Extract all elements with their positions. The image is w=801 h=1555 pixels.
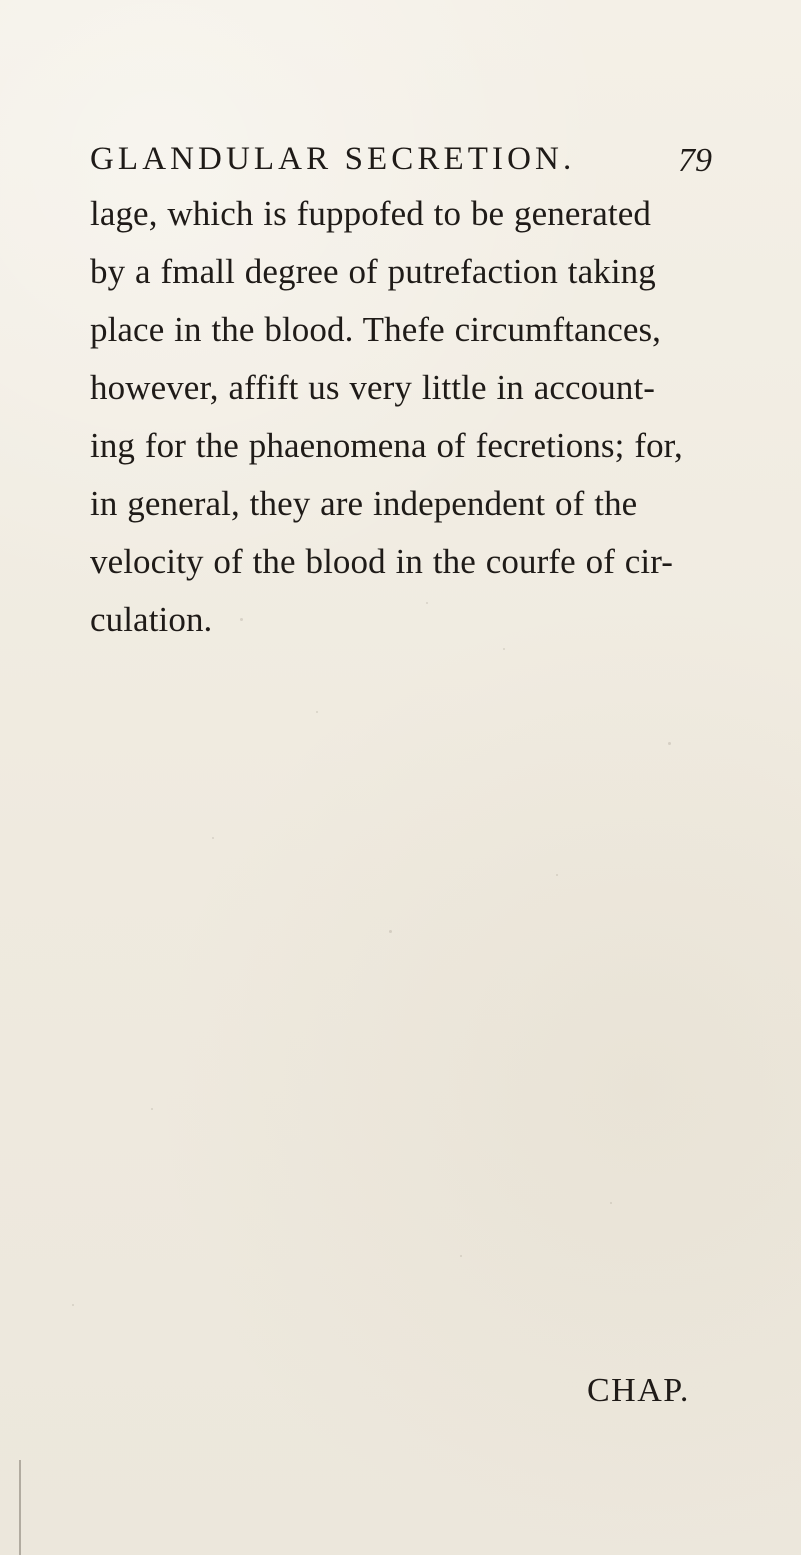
text-line: lage, which is fuppofed to be generated [90, 194, 651, 233]
paper-speck [610, 1202, 612, 1204]
running-title: GLANDULAR SECRETION. [90, 141, 576, 177]
paper-speck [503, 648, 505, 650]
catchword: CHAP. [587, 1372, 690, 1409]
paper-speck [460, 1255, 462, 1257]
paper-speck [426, 602, 428, 604]
paper-speck [556, 874, 558, 876]
running-head [90, 138, 712, 180]
text-line: by a fmall degree of putrefaction taking [90, 252, 656, 291]
text-line: velocity of the blood in the courfe of cir- [90, 542, 674, 581]
text-line: however, affift us very little in account- [90, 368, 656, 407]
paper-speck [389, 930, 392, 933]
page-fold-line [19, 1460, 21, 1555]
paper-speck [212, 837, 214, 839]
text-line: place in the blood. Thefe circumftances, [90, 310, 662, 349]
text-line: ing for the phaenomena of fecretions; for, [90, 426, 683, 465]
paper-speck [668, 742, 671, 745]
text-line: in general, they are independent of the [90, 484, 638, 523]
page-number: 79 [678, 142, 712, 179]
paper-speck [72, 1304, 74, 1306]
text-line: culation. [90, 600, 213, 639]
paper-speck [151, 1108, 153, 1110]
paper-speck [316, 711, 318, 713]
paper-speck [240, 618, 243, 621]
body-text [90, 185, 712, 649]
